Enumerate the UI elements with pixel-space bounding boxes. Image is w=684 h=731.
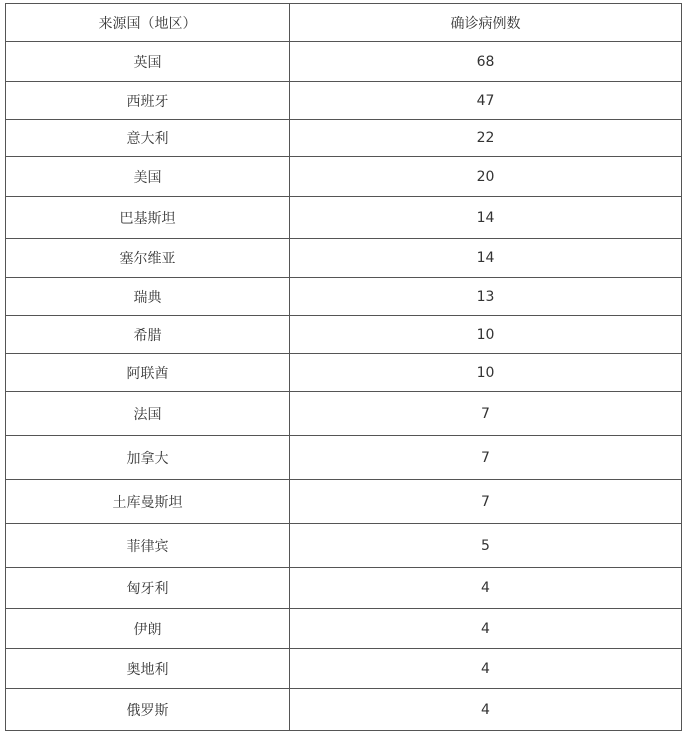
- country-cell: 英国: [6, 42, 290, 82]
- cases-cell: 7: [290, 436, 682, 480]
- country-cell: 西班牙: [6, 82, 290, 120]
- country-cell: 瑞典: [6, 278, 290, 316]
- country-cell: 奥地利: [6, 649, 290, 689]
- table-row: [6, 157, 682, 197]
- table-row: [6, 568, 682, 609]
- country-cell: 土库曼斯坦: [6, 480, 290, 524]
- table-row: [6, 609, 682, 649]
- table-row: [6, 278, 682, 316]
- cases-header: 确诊病例数: [290, 4, 682, 42]
- cases-cell: 4: [290, 689, 682, 731]
- country-cell: 伊朗: [6, 609, 290, 649]
- table-row: [6, 82, 682, 120]
- country-cell: 法国: [6, 392, 290, 436]
- country-cell: 希腊: [6, 316, 290, 354]
- table-row: [6, 316, 682, 354]
- cases-cell: 14: [290, 239, 682, 278]
- cases-cell: 4: [290, 649, 682, 689]
- cases-cell: 7: [290, 392, 682, 436]
- country-header: 来源国（地区）: [6, 4, 290, 42]
- table-row: [6, 392, 682, 436]
- country-cell: 匈牙利: [6, 568, 290, 609]
- cases-cell: 47: [290, 82, 682, 120]
- table-row: [6, 436, 682, 480]
- cases-cell: 14: [290, 197, 682, 239]
- table-row: [6, 480, 682, 524]
- table-row: [6, 689, 682, 731]
- cases-cell: 5: [290, 524, 682, 568]
- cases-cell: 20: [290, 157, 682, 197]
- table-row: [6, 197, 682, 239]
- country-cell: 阿联酋: [6, 354, 290, 392]
- country-cell: 菲律宾: [6, 524, 290, 568]
- country-cell: 巴基斯坦: [6, 197, 290, 239]
- table-row: [6, 649, 682, 689]
- table-row: [6, 239, 682, 278]
- cases-cell: 4: [290, 609, 682, 649]
- country-cell: 美国: [6, 157, 290, 197]
- cases-cell: 4: [290, 568, 682, 609]
- table-row: [6, 42, 682, 82]
- header-row: [6, 4, 682, 42]
- country-cell: 塞尔维亚: [6, 239, 290, 278]
- cases-cell: 10: [290, 354, 682, 392]
- table-row: [6, 120, 682, 157]
- cases-table: [5, 3, 682, 731]
- country-cell: 意大利: [6, 120, 290, 157]
- cases-cell: 68: [290, 42, 682, 82]
- country-cell: 加拿大: [6, 436, 290, 480]
- table-row: [6, 524, 682, 568]
- cases-cell: 10: [290, 316, 682, 354]
- cases-cell: 22: [290, 120, 682, 157]
- country-cell: 俄罗斯: [6, 689, 290, 731]
- cases-cell: 7: [290, 480, 682, 524]
- table-row: [6, 354, 682, 392]
- cases-cell: 13: [290, 278, 682, 316]
